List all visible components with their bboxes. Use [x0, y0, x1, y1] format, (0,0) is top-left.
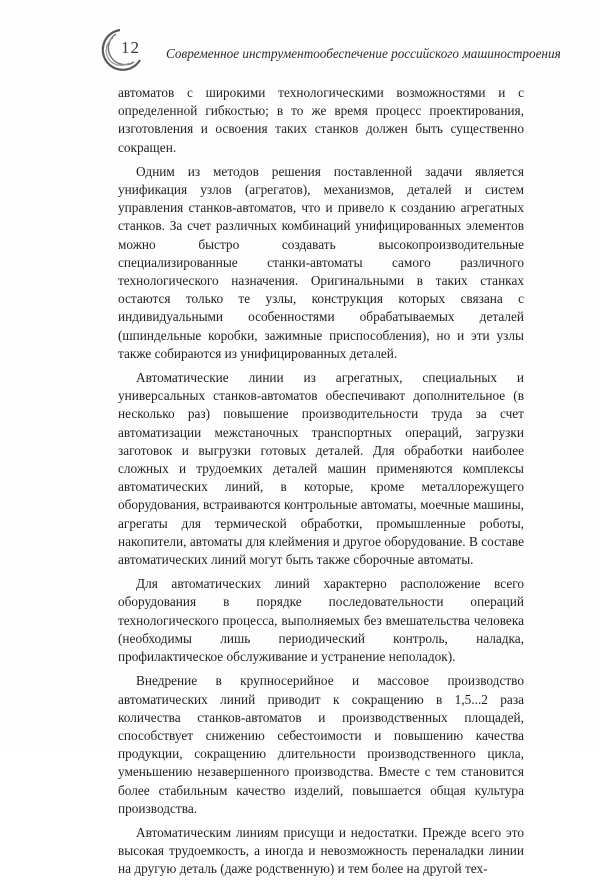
page-header: [96, 26, 561, 76]
paragraph: автоматов с широкими технологическими возможностями и с определенной гибкостью; в то же время процесс проектирования, изготовления и освоения таких станков должен быть существенно сокращен.: [118, 85, 524, 155]
paragraph: Для автоматических линий характерно расположение всего оборудования в порядке последовательности операций технологического процесса, выполняемых без вмешательства человека (необходимы лишь периодический контроль, наладка, профилактическое обслуживание и устранение неполадок).: [118, 576, 524, 665]
page-number: 12: [121, 38, 140, 57]
paragraph: Автоматическим линиям присущи и недостатки. Прежде всего это высокая трудоемкость, а иногда и невозможность переналадки линии на другую деталь (даже родственную) и тем более на другой тех-: [118, 824, 524, 877]
paragraph: Одним из методов решения поставленной задачи является унификация узлов (агрегатов), механизмов, деталей и систем управления станков-автоматов, что и привело к созданию агрегатных станков. За счет различных комбинаций унифицированных элементов можно быстро создавать высокопроизводительные специализированные станки-автоматы самого различного технологического назначения. Оригинальными в таких станках остаются только те узлы, конструкция которых связана с индивидуальными особенностями обрабатываемых деталей (шпиндельные коробки, зажимные приспособления), но и эти узлы также собираются из унифицированных деталей.: [118, 163, 524, 361]
paragraph: Автоматические линии из агрегатных, специальных и универсальных станков-автоматов обеспечивают дополнительное (в несколько раз) повышение производительности труда за счет автоматизации межстаночных транспортных операций, загрузки заготовок и выгрузки готовых деталей. Для обработки наиболее сложных и трудоемких деталей машин применяются комплексы автоматических линий, в которые, кроме металлорежущего оборудования, встраиваются контрольные автоматы, моечные машины, агрегаты для термической обработки, промышленные роботы, накопители, автоматы для клеймения и другое оборудование. В составе автоматических линий могут быть также сборочные автоматы.: [118, 370, 524, 568]
paragraph: Внедрение в крупносерийное и массовое производство автоматических линий приводит к сокращению в 1,5...2 раза количества станков-автоматов и производственных площадей, способствует снижению себестоимости и повышению качества продукции, сокращению длительности производственного цикла, уменьшению незавершенного производства. Вместе с тем становится более стабильным качество изделий, повышается общая культура производства.: [118, 673, 524, 816]
body-text: [118, 84, 524, 885]
running-title: Современное инструментообеспечение российского машиностроения: [166, 46, 561, 61]
